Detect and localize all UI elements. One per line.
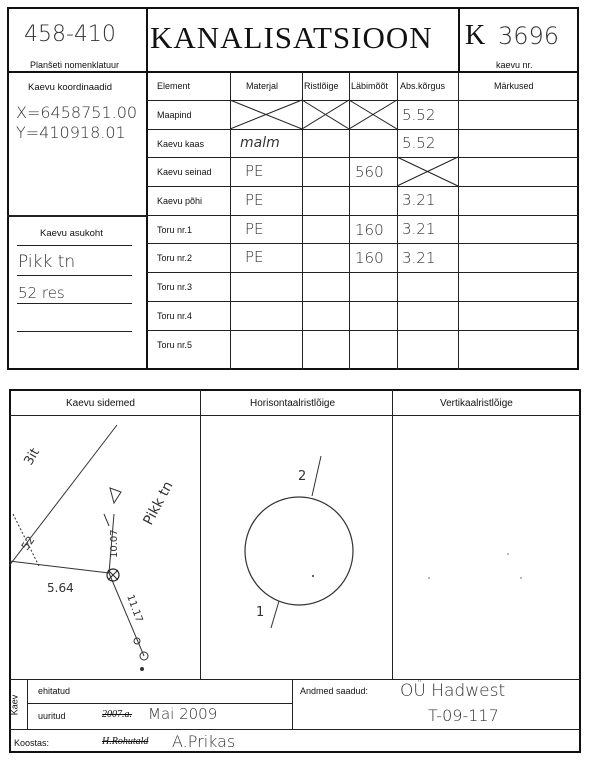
footer-bottom-line [9,729,581,730]
nomenclature-value: 458-410 [24,22,116,47]
street-label: Pikk tn [140,478,177,528]
footer-row-line [27,703,292,704]
cell-materjal-2: PE [245,162,264,180]
crossed-cells [0,0,615,380]
kaev-side-label: Kaev [9,694,20,716]
row-element-8: Toru nr.5 [157,340,193,350]
footer-top-line [9,679,581,680]
well-prefix: K [465,20,487,51]
koostas-value: A.Prikas [172,732,236,751]
ehitatud-label: ehitatud [38,686,71,696]
pipe-label-1: 1 [256,605,265,620]
vertical-cross-section [393,416,580,679]
footer-side-divider [27,679,28,729]
header-labimoot: Läbimõõt [351,81,389,91]
andmed-line2: T-09-117 [428,706,499,725]
label-52: 52 [18,533,38,553]
nomenclature-label: Planšeti nomenklatuur [30,60,120,70]
uuritud-struck-value: 2007.a. [102,709,132,720]
header-abs: Abs.kõrgus [400,81,446,91]
cell-abs-0: 5.52 [402,106,436,124]
header-element: Element [157,81,191,91]
page-title: KANALISATSIOON [150,20,433,55]
cell-abs-4: 3.21 [402,220,436,238]
cell-abs-5: 3.21 [402,249,436,267]
header-ristloige: Ristlõige [304,81,339,91]
koostas-struck-value: H.Rohutald [102,736,149,747]
cell-labimoot-2: 560 [355,163,384,181]
andmed-line1: OÜ Hadwest [400,681,506,701]
cell-materjal-3: PE [245,191,264,209]
row-element-7: Toru nr.4 [157,311,193,321]
label-1117: 11.17 [124,593,145,624]
row-element-4: Toru nr.1 [157,225,193,235]
sidemed-title: Kaevu sidemed [66,398,135,409]
row-element-0: Maapind [157,110,192,120]
row-element-1: Kaevu kaas [157,139,205,149]
label-3it: 3it [21,445,43,468]
coordinates-label: Kaevu koordinaadid [28,82,112,93]
horizontal-cross-section [201,416,391,679]
header-markused: Märkused [494,81,534,91]
cell-abs-1: 5.52 [402,134,436,152]
footer-mid-divider [292,679,293,729]
well-label: kaevu nr. [496,60,533,70]
cell-labimoot-5: 160 [355,249,384,267]
cell-labimoot-4: 160 [355,221,384,239]
location-line2-text: 52 res [18,284,65,302]
row-element-3: Kaevu põhi [157,196,203,206]
coordinate-x: X=6458751.00 [16,103,138,122]
row-element-6: Toru nr.3 [157,282,193,292]
connections-sketch [9,416,200,679]
cell-materjal-5: PE [245,248,264,266]
horisontaal-title: Horisontaalristlõige [250,398,336,409]
label-564: 5.64 [47,581,74,595]
label-1007: 10.07 [109,529,120,558]
vertikaal-title: Vertikaalristlõige [440,398,513,409]
cell-abs-3: 3.21 [402,191,436,209]
row-element-5: Toru nr.2 [157,253,193,263]
uuritud-value: Mai 2009 [148,705,218,723]
location-line1-text: Pikk tn [18,252,76,272]
coordinate-y: Y=410918.01 [16,123,126,142]
header-materjal: Materjal [246,81,279,91]
koostas-label: Koostas: [14,738,50,748]
andmed-label: Andmed saadud: [300,686,369,696]
well-number: 3696 [498,22,560,50]
location-label: Kaevu asukoht [40,228,103,239]
pipe-label-2: 2 [298,469,307,484]
row-element-2: Kaevu seinad [157,167,212,177]
cell-materjal-1: malm [240,135,280,151]
uuritud-label: uuritud [38,711,66,721]
well-circle [245,497,353,605]
cell-materjal-4: PE [245,220,264,238]
